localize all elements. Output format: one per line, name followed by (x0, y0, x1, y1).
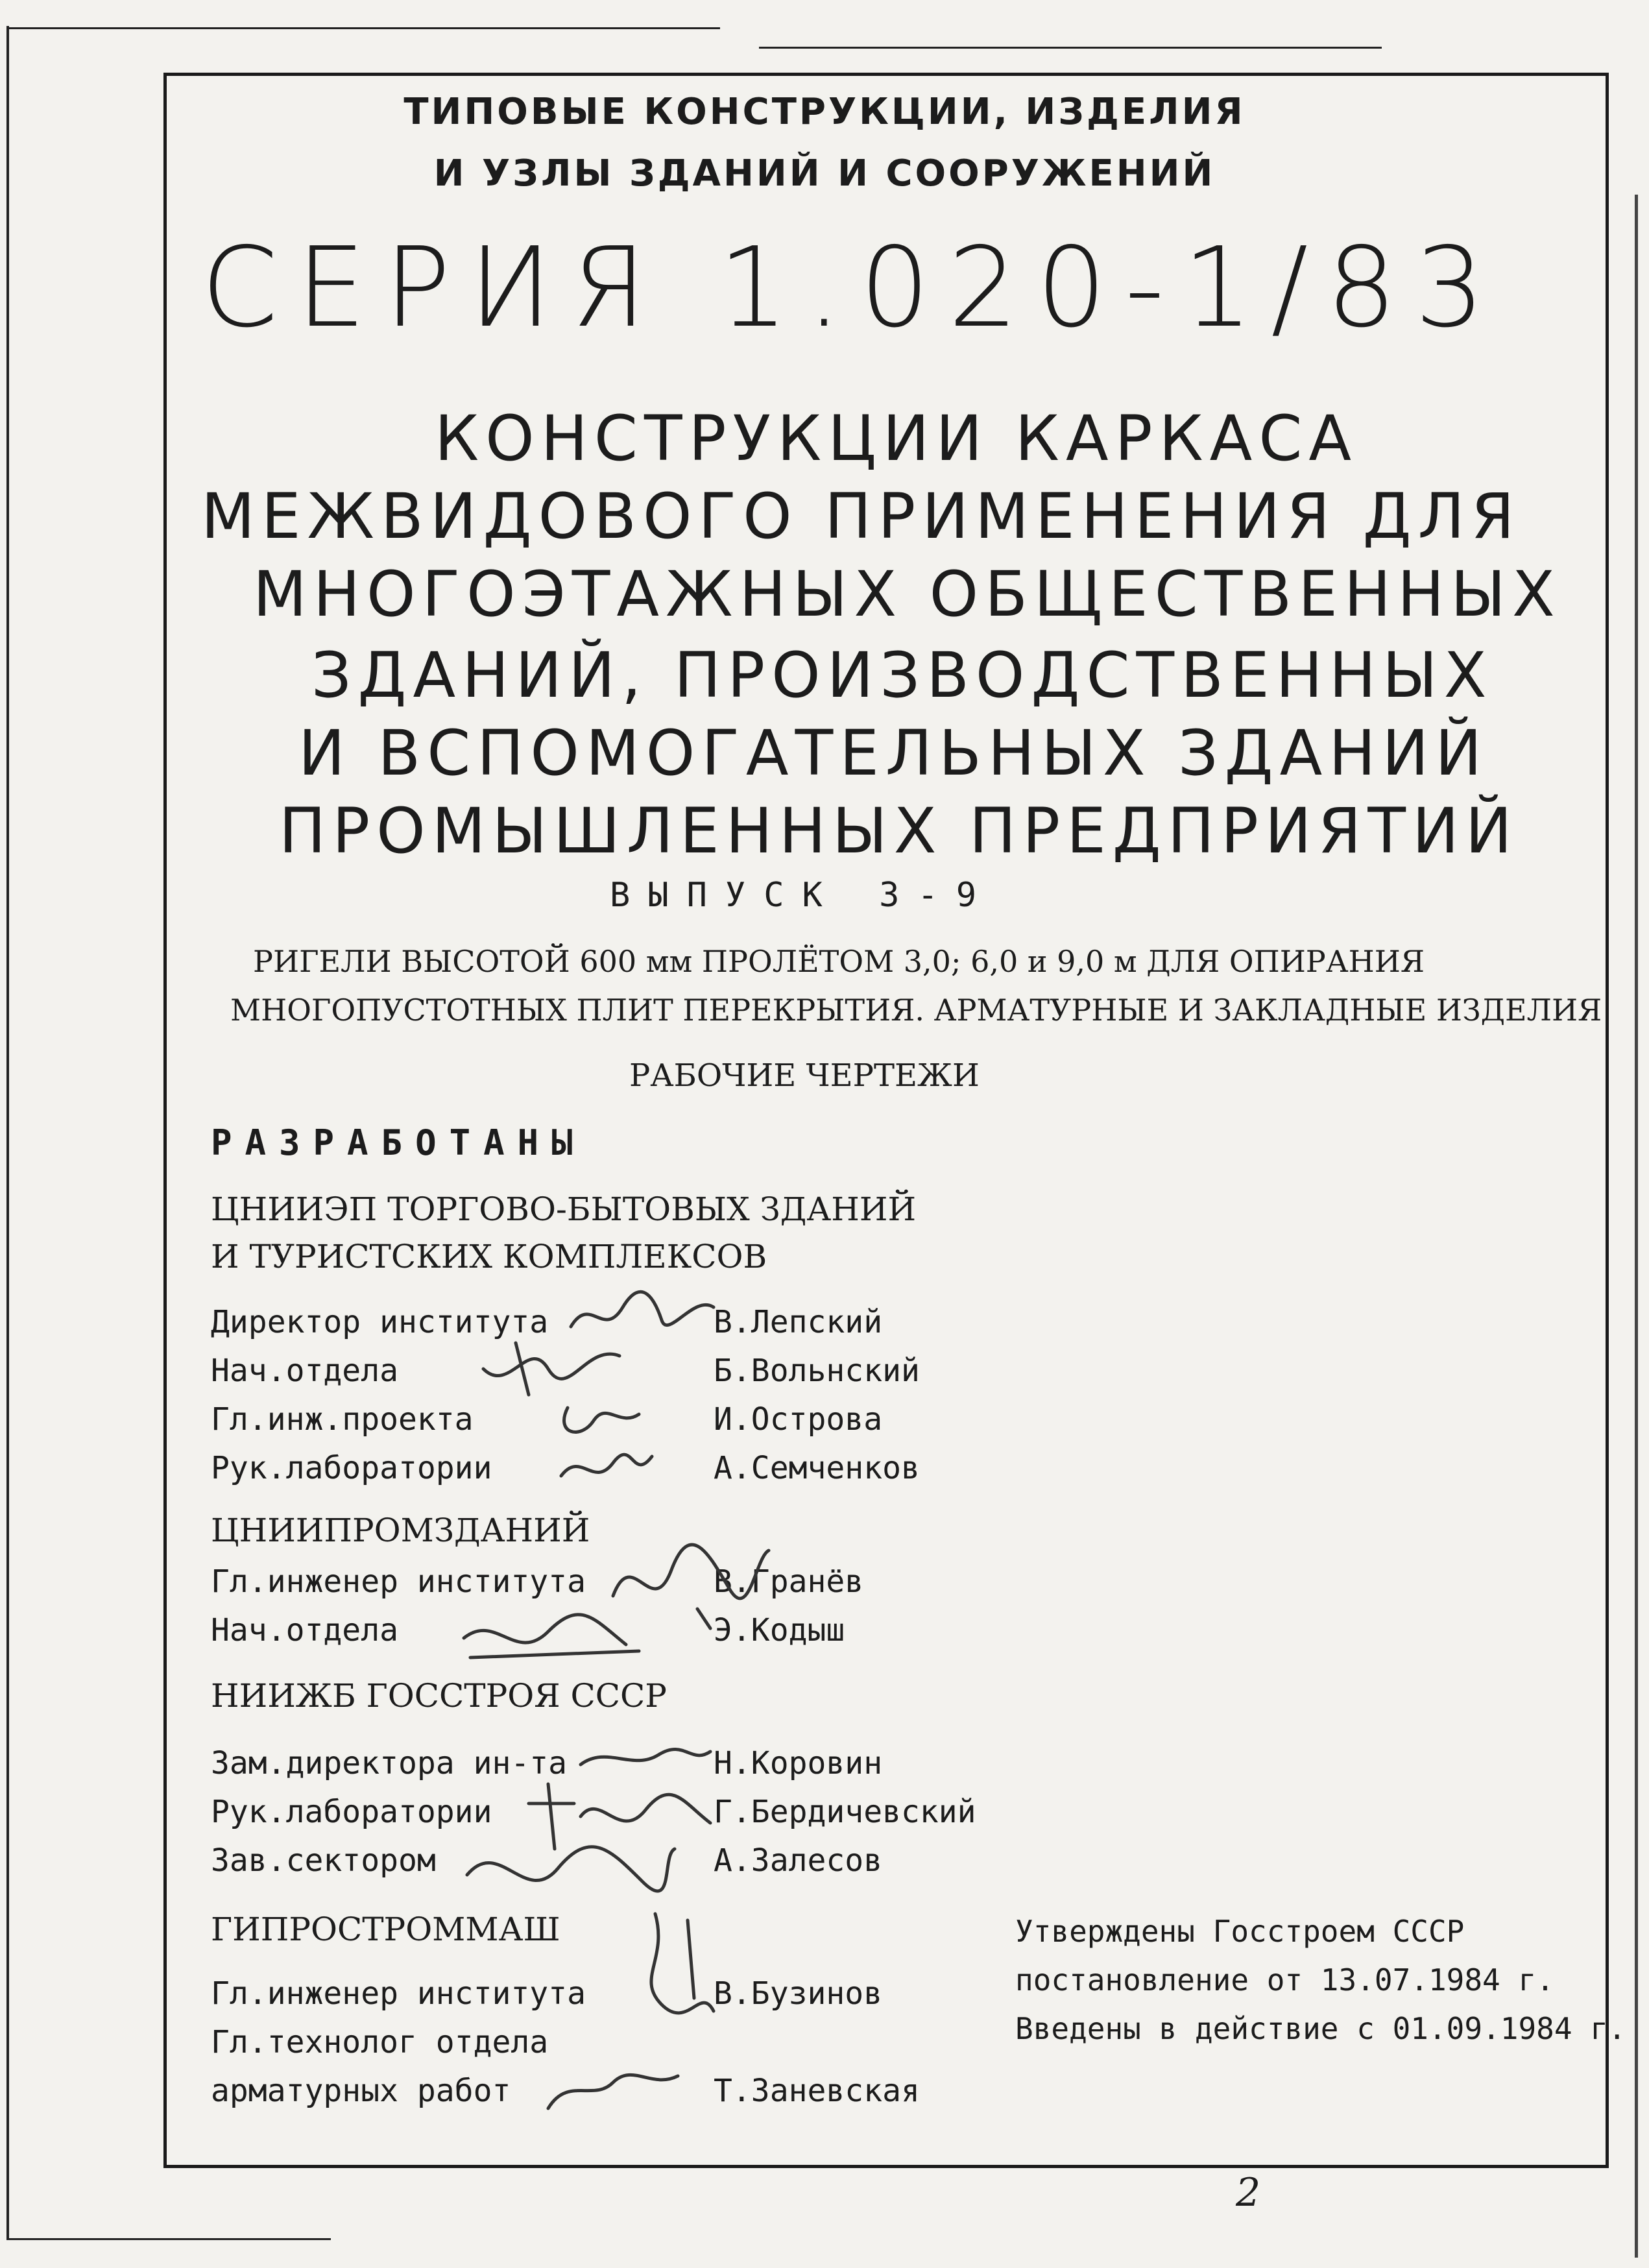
signature-dept-head (477, 1330, 632, 1401)
document-type: РАБОЧИЕ ЧЕРТЕЖИ (629, 1057, 980, 1094)
left-border-line (6, 26, 9, 2238)
title-line-3: МНОГОЭТАЖНЫХ ОБЩЕСТВЕННЫХ (253, 558, 1561, 631)
org3-role-2: Рук.лаборатории (211, 1794, 492, 1830)
bottom-border-line (6, 2238, 331, 2240)
org1-role-1: Директор института (211, 1304, 549, 1340)
signature-technologist (542, 2063, 684, 2121)
org1-person-4: А.Семченков (714, 1450, 920, 1486)
signature-deputy-director (574, 1739, 717, 1778)
org4-role-3: арматурных работ (211, 2073, 511, 2109)
org1-role-2: Нач.отдела (211, 1353, 398, 1389)
header-line-1: ТИПОВЫЕ КОНСТРУКЦИИ, ИЗДЕЛИЯ (403, 91, 1246, 133)
header-line-2: И УЗЛЫ ЗДАНИЙ И СООРУЖЕНИЙ (433, 152, 1216, 195)
title-line-1: КОНСТРУКЦИИ КАРКАСА (435, 402, 1358, 475)
org3-role-3: Зав.сектором (211, 1842, 436, 1879)
org2-role-2: Нач.отдела (211, 1612, 398, 1648)
org1-name-line-1: ЦНИИЭП ТОРГОВО-БЫТОВЫХ ЗДАНИЙ (211, 1190, 917, 1228)
signature-dept-head-2 (457, 1599, 652, 1671)
org4-person-1: В.Бузинов (714, 1975, 883, 2012)
title-line-5: И ВСПОМОГАТЕЛЬНЫХ ЗДАНИЙ (298, 717, 1489, 790)
top-border-line-right (759, 47, 1382, 49)
org3-person-3: А.Залесов (714, 1842, 883, 1879)
series-title: СЕРИЯ 1.020-1/83 (201, 224, 1503, 352)
right-border-line (1635, 195, 1638, 2258)
signature-sector-head (461, 1829, 681, 1914)
title-line-2: МЕЖВИДОВОГО ПРИМЕНЕНИЯ ДЛЯ (201, 480, 1521, 553)
page-mark: 2 (1236, 2170, 1261, 2215)
org3-person-1: Н.Коровин (714, 1745, 883, 1781)
org4-role-1: Гл.инженер института (211, 1975, 586, 2012)
approval-line-3: Введены в действие с 01.09.1984 г. (1015, 2011, 1626, 2046)
description-line-1: РИГЕЛИ ВЫСОТОЙ 600 мм ПРОЛЁТОМ 3,0; 6,0 и 9,0 м ДЛЯ ОПИРАНИЯ (253, 944, 1425, 979)
org3-person-2: Г.Бердичевский (714, 1794, 976, 1830)
signature-lab-head (555, 1443, 658, 1495)
developed-label: РАЗРАБОТАНЫ (211, 1122, 586, 1163)
approval-line-1: Утверждены Госстроем СССР (1015, 1914, 1465, 1949)
org1-name-line-2: И ТУРИСТСКИХ КОМПЛЕКСОВ (211, 1238, 767, 1275)
approval-line-2: постановление от 13.07.1984 г. (1015, 1962, 1554, 1997)
org4-person-3: Т.Заневская (714, 2073, 920, 2109)
org1-person-1: В.Лепский (714, 1304, 883, 1340)
org1-person-2: Б.Вольнский (714, 1353, 920, 1389)
org3-name: НИИЖБ ГОССТРОЯ СССР (211, 1677, 667, 1715)
org2-role-1: Гл.инженер института (211, 1563, 586, 1600)
org4-name: ГИПРОСТРОММАШ (211, 1911, 560, 1948)
issue-number: ВЫПУСК 3-9 (610, 876, 995, 915)
org4-role-2: Гл.технолог отдела (211, 2024, 549, 2060)
org1-role-3: Гл.инж.проекта (211, 1401, 474, 1438)
description-line-2: МНОГОПУСТОТНЫХ ПЛИТ ПЕРЕКРЫТИЯ. АРМАТУРНЫЕ И ЗАКЛАДНЫЕ ИЗДЕЛИЯ (230, 993, 1602, 1028)
title-line-6: ПРОМЫШЛЕННЫХ ПРЕДПРИЯТИЙ (279, 795, 1519, 867)
org2-name: ЦНИИПРОМЗДАНИЙ (211, 1512, 590, 1549)
org3-role-1: Зам.директора ин-та (211, 1745, 568, 1781)
signature-chief-engineer (555, 1395, 658, 1447)
title-line-4: ЗДАНИЙ, ПРОИЗВОДСТВЕННЫХ (311, 639, 1493, 712)
org2-person-1: В.Гранёв (714, 1563, 864, 1600)
signature-gipro-engineer (623, 1907, 727, 2024)
top-border-line (6, 27, 720, 29)
org2-person-2: Э.Кодыш (714, 1612, 845, 1648)
org1-person-3: И.Острова (714, 1401, 883, 1438)
org1-role-4: Рук.лаборатории (211, 1450, 492, 1486)
